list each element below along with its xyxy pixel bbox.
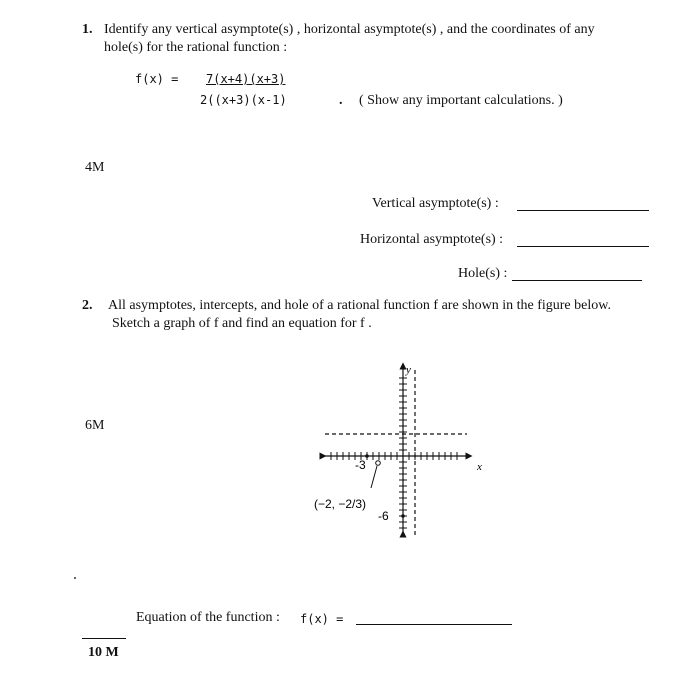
q2-prompt-line1: All asymptotes, intercepts, and hole of a rational function f are shown in the figure below. [108, 298, 611, 313]
function-numerator: 7(x+4)(x+3) [206, 72, 286, 86]
q1-marks: 4M [85, 160, 105, 175]
function-denominator: 2((x+3)(x-1) [200, 93, 287, 107]
equation-label: Equation of the function : [136, 610, 280, 625]
q2-prompt-line2: Sketch a graph of f and find an equation for f . [112, 316, 372, 331]
total-marks: 10 M [88, 645, 119, 660]
q1-number: 1. [82, 22, 93, 37]
vertical-asymptote-label: Vertical asymptote(s) : [372, 196, 499, 211]
hole-label: Hole(s) : [458, 266, 508, 281]
horizontal-asymptote-answer[interactable] [517, 234, 649, 247]
q2-marks: 6M [85, 418, 105, 433]
total-rule [82, 638, 126, 639]
y-axis-label: y [406, 364, 411, 376]
y-intercept-point [401, 514, 405, 518]
hole-answer[interactable] [512, 268, 642, 281]
stray-mark [74, 577, 76, 579]
hole-point [376, 461, 381, 466]
hole-coordinate-label: (−2, −2/3) [314, 497, 367, 511]
calculation-note: ( Show any important calculations. ) [359, 93, 563, 108]
horizontal-asymptote-label: Horizontal asymptote(s) : [360, 232, 504, 247]
function-period: . [339, 93, 343, 108]
equation-answer[interactable] [356, 612, 512, 625]
vertical-asymptote-answer[interactable] [517, 198, 649, 211]
x-intercept-label: -3 [355, 458, 366, 472]
function-label: f(x) = [135, 72, 179, 86]
q2-number: 2. [82, 298, 93, 313]
asymptote-figure [305, 360, 490, 538]
q1-prompt-line2: hole(s) for the rational function : [104, 40, 288, 55]
y-intercept-label: -6 [378, 509, 389, 523]
equation-lhs: f(x) = [300, 612, 344, 626]
q1-prompt-line1: Identify any vertical asymptote(s) , horizontal asymptote(s) , and the coordinates of any [104, 22, 595, 37]
x-axis-label: x [477, 461, 482, 473]
x-intercept-point [365, 454, 369, 458]
hole-pointer [371, 466, 377, 488]
